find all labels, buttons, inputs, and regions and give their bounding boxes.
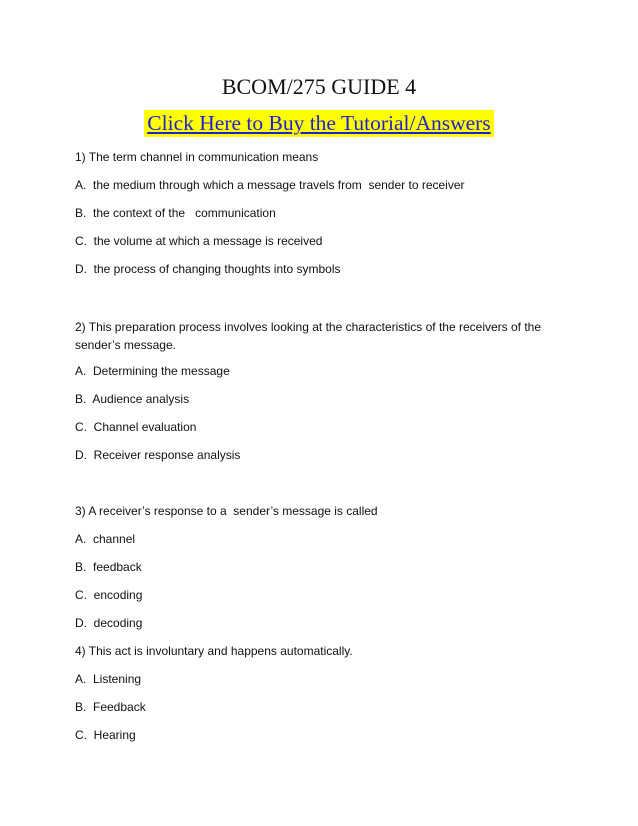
- question-2-option-a: A. Determining the message: [75, 364, 230, 378]
- question-4-prompt: 4) This act is involuntary and happens automatically.: [75, 644, 353, 658]
- question-1-option-d: D. the process of changing thoughts into symbols: [75, 262, 341, 276]
- question-3-option-d: D. decoding: [75, 616, 143, 630]
- question-2-option-b: B. Audience analysis: [75, 392, 190, 406]
- question-2-option-d: D. Receiver response analysis: [75, 448, 241, 462]
- question-4-option-b: B. Feedback: [75, 700, 146, 714]
- question-3-option-a: A. channel: [75, 532, 136, 546]
- question-1-prompt: 1) The term channel in communication means: [75, 150, 319, 164]
- question-1-option-c: C. the volume at which a message is received: [75, 234, 323, 248]
- question-1-option-b: B. the context of the communication: [75, 206, 276, 220]
- buy-tutorial-link[interactable]: Click Here to Buy the Tutorial/Answers: [144, 110, 493, 137]
- question-2-option-c: C. Channel evaluation: [75, 420, 197, 434]
- question-1-option-a: A. the medium through which a message travels from sender to receiver: [75, 178, 465, 192]
- question-4-option-a: A. Listening: [75, 672, 142, 686]
- page-title: BCOM/275 GUIDE 4: [221, 74, 417, 99]
- question-3-option-c: C. encoding: [75, 588, 143, 602]
- question-4-option-c: C. Hearing: [75, 728, 136, 742]
- buy-link-container: [0, 110, 638, 137]
- question-3-prompt: 3) A receiver’s response to a sender’s message is called: [75, 504, 378, 518]
- question-3-option-b: B. feedback: [75, 560, 142, 574]
- question-2-prompt: 2) This preparation process involves looking at the characteristics of the receivers of the sender’s message.: [75, 320, 542, 352]
